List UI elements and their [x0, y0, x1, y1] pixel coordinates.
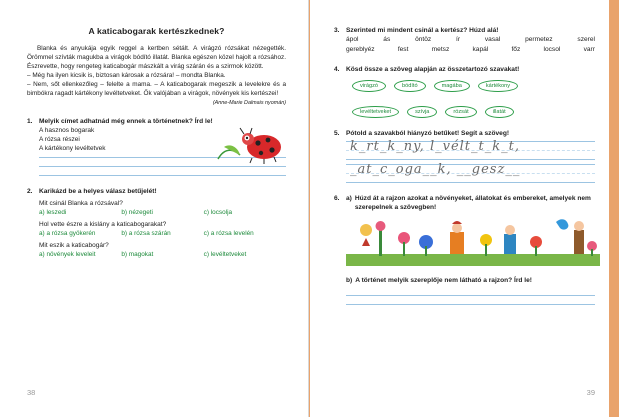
word[interactable]: metsz [431, 45, 450, 53]
story-credit: (Anne-Marie Dalmais nyomán) [212, 99, 286, 106]
handwriting-line[interactable] [346, 164, 595, 183]
word[interactable]: gereblyéz [346, 45, 375, 53]
answer-line[interactable] [39, 175, 286, 176]
story-text [27, 44, 286, 99]
word[interactable]: főz [511, 45, 521, 53]
question-4 [334, 65, 595, 118]
word-ovals-bottom [334, 106, 595, 118]
question-text: Szerinted mi mindent csinál a kertész? Húzd alá! [346, 27, 499, 34]
word[interactable]: kapál [472, 45, 489, 53]
answer-option[interactable]: a) a rózsa gyökerén [39, 229, 96, 237]
story-title: A katicabogarak kertészkednek? [88, 26, 225, 36]
question-number: 6. [334, 195, 340, 202]
word-oval[interactable]: bódító [394, 80, 426, 92]
sub-question: Mit csinál Blanka a rózsával? [39, 199, 123, 207]
sub-question: Hol vette észre a kislány a katicabogarakat? [39, 220, 167, 228]
handwriting-text: _at_c_oga__k, __gesz__ [350, 162, 521, 177]
answer-option[interactable]: c) locsolja [203, 208, 233, 216]
answer-option[interactable]: b) magokat [121, 250, 154, 258]
question-6 [334, 194, 595, 305]
answer-option[interactable]: a) leszedi [39, 208, 67, 216]
question-text: Pótold a szavakból hiányzó betűket! Segít a szöveg! [346, 130, 510, 137]
story-paragraph: – Nem, sőt ellenkezőleg – felelte a mama. – A katicabogarak megeszik a levelekre és a bimbókra ragadt kártékony levéltetveket. Ők valójában a virágok, növények kis kertészei! [27, 81, 286, 98]
option-line: A hasznos bogarak [39, 126, 95, 134]
garden-scene-illustration[interactable] [346, 216, 600, 266]
question-number: 4. [334, 66, 340, 73]
question-number: 2. [27, 187, 33, 195]
word[interactable]: ás [383, 36, 391, 43]
answer-option[interactable]: b) nézegeti [121, 208, 153, 216]
answer-line[interactable] [39, 166, 286, 167]
option-line: A rózsa részei [39, 135, 80, 143]
option-line: A kártékony levéltetvek [39, 144, 106, 152]
word[interactable]: locsol [543, 45, 561, 53]
word-oval[interactable]: illatát [485, 106, 514, 118]
word-oval[interactable]: rózsát [445, 106, 476, 118]
handwriting-line[interactable] [346, 141, 595, 160]
right-page [310, 0, 609, 417]
answer-option[interactable]: b) a rózsa szárán [121, 229, 171, 237]
page-number-left: 38 [27, 388, 36, 397]
question-text: Karikázd be a helyes válasz betűjelét! [39, 187, 157, 195]
answer-option[interactable]: c) a rózsa levelén [203, 229, 254, 237]
word-oval[interactable]: virágzó [352, 80, 386, 92]
answer-option[interactable]: a) növények leveleit [39, 250, 96, 258]
answer-option[interactable]: c) levéltetveket [203, 250, 247, 258]
story-paragraph: Blanka és anyukája egyik reggel a kertben sétált. A virágzó rózsákat nézegették. Örömmel szívták magukba a virágok bódító illatát. Blanka egészen közel hajolt a rózsához. Észrevette, hogy rengeteg katicabogár mászkált a virág szárán és a szirmok között. [27, 45, 286, 71]
question-3 [334, 26, 595, 54]
answer-line[interactable] [346, 295, 595, 296]
word[interactable]: ápol [346, 36, 359, 43]
question-number: 3. [334, 27, 340, 34]
story-paragraph: – Még ha ilyen kicsik is, biztosan károsak a rózsára! – mondta Blanka. [27, 72, 226, 80]
sub-question: Mit eszik a katicabogár? [39, 241, 109, 249]
word[interactable]: öntöz [415, 36, 432, 43]
word-ovals-top [334, 80, 595, 92]
question-text: Húzd át a rajzon azokat a növényeket, állatokat és embereket, amelyek nem szerepelnek a szövegben! [354, 195, 591, 211]
word-oval[interactable]: levéltetveket [352, 106, 399, 118]
sub-label: b) [346, 277, 353, 284]
question-number: 1. [27, 117, 33, 125]
question-number: 5. [334, 130, 340, 137]
word-row [334, 35, 595, 45]
word-oval[interactable]: kártékony [478, 80, 518, 92]
sub-label: a) [346, 195, 352, 202]
answer-row [27, 250, 286, 259]
answer-row [27, 229, 286, 238]
word[interactable]: fest [397, 45, 409, 53]
question-text: Melyik címet adhatnád még ennek a történetnek? Írd le! [39, 117, 213, 125]
word[interactable]: permetez [525, 36, 553, 43]
left-page [0, 0, 309, 417]
handwriting-text: k_rt_k_ny, l_vélt_t_k_t, [350, 139, 520, 154]
word-row [334, 45, 595, 55]
word[interactable]: ír [456, 36, 461, 43]
word[interactable]: vasal [484, 36, 501, 43]
word[interactable]: szerel [577, 36, 595, 43]
question-text: Kösd össze a szöveg alapján az összetartozó szavakat! [346, 66, 520, 73]
question-text: A történet melyik szereplője nem látható a rajzon? Írd le! [355, 277, 532, 284]
word-oval[interactable]: szívja [407, 106, 437, 118]
question-2 [27, 187, 286, 259]
word[interactable]: varr [583, 45, 595, 53]
ladybug-illustration [216, 125, 286, 165]
page-number-right: 39 [586, 388, 595, 397]
word-oval[interactable]: magába [434, 80, 470, 92]
answer-row [27, 208, 286, 217]
answer-line[interactable] [346, 304, 595, 305]
question-5 [334, 129, 595, 183]
question-1 [27, 117, 286, 176]
